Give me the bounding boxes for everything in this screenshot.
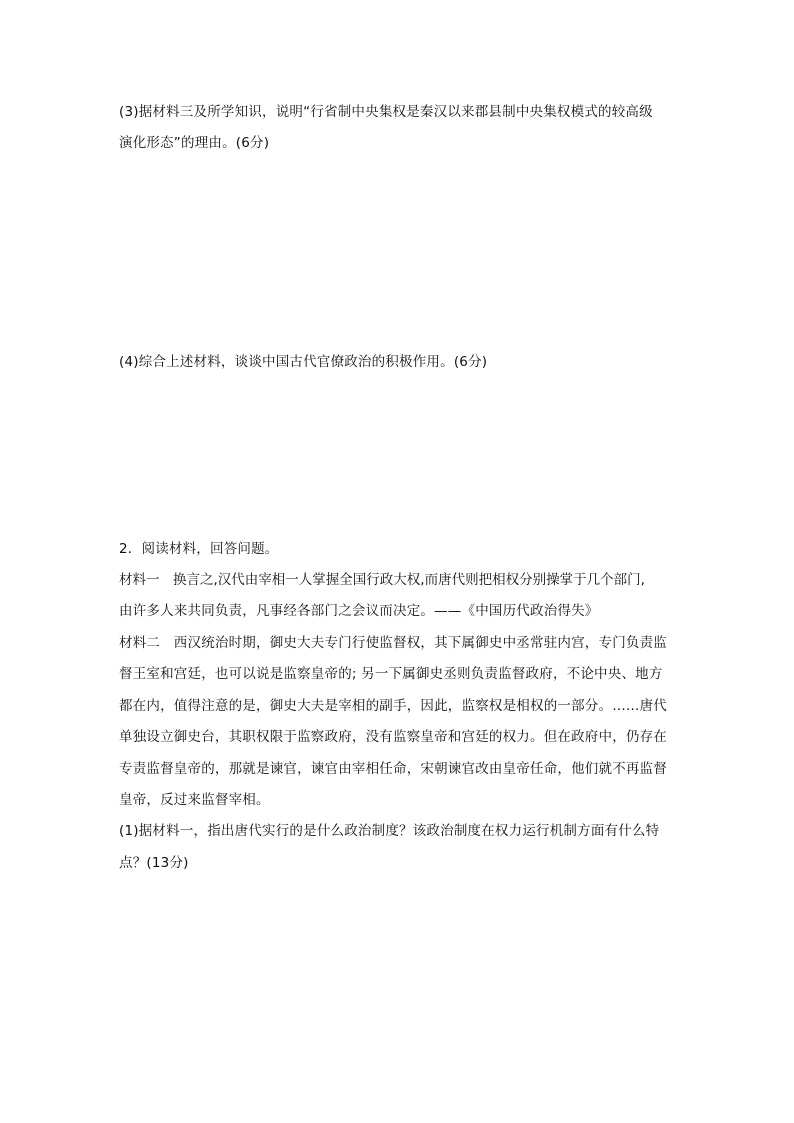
material-2-line-1: 材料二 西汉统治时期，御史大夫专门行使监督权，其下属御史中丞常驻内宫，专门负责监 bbox=[119, 635, 667, 651]
material-1-line-1: 材料一 换言之,汉代由宰相一人掌握全国行政大权,而唐代则把相权分别操掌于几个部门, bbox=[119, 572, 645, 588]
material-2-line-5: 专责监督皇帝的，那就是谏官，谏官由宰相任命，宋朝谏官改由皇帝任命，他们就不再监督 bbox=[119, 761, 667, 777]
question-3-line-2: 演化形态”的理由。(6分) bbox=[119, 135, 270, 151]
question-2-heading: 2．阅读材料，回答问题。 bbox=[119, 541, 279, 557]
material-2-line-4: 单独设立御史台，其职权限于监察政府，没有监察皇帝和宫廷的权力。但在政府中，仍存在 bbox=[119, 729, 667, 745]
material-2-line-3: 都在内，值得注意的是，御史大夫是宰相的副手，因此，监察权是相权的一部分。……唐代 bbox=[119, 698, 667, 714]
sub-question-1-line-2: 点？(13分) bbox=[119, 855, 189, 871]
material-2-line-6: 皇帝，反过来监督宰相。 bbox=[119, 792, 270, 808]
material-2-line-2: 督王室和宫廷，也可以说是监察皇帝的; 另一下属御史丞则负责监督政府，不论中央、地方 bbox=[119, 666, 663, 682]
material-1-line-2: 由许多人来共同负责，凡事经各部门之会议而决定。——《中国历代政治得失》 bbox=[119, 603, 599, 619]
question-3-line-1: (3)据材料三及所学知识，说明“行省制中央集权是秦汉以来郡县制中央集权模式的较高级 bbox=[119, 104, 653, 120]
sub-question-1-line-1: (1)据材料一，指出唐代实行的是什么政治制度？该政治制度在权力运行机制方面有什么特 bbox=[119, 823, 660, 839]
question-4-line-1: (4)综合上述材料，谈谈中国古代官僚政治的积极作用。(6分) bbox=[119, 354, 488, 370]
